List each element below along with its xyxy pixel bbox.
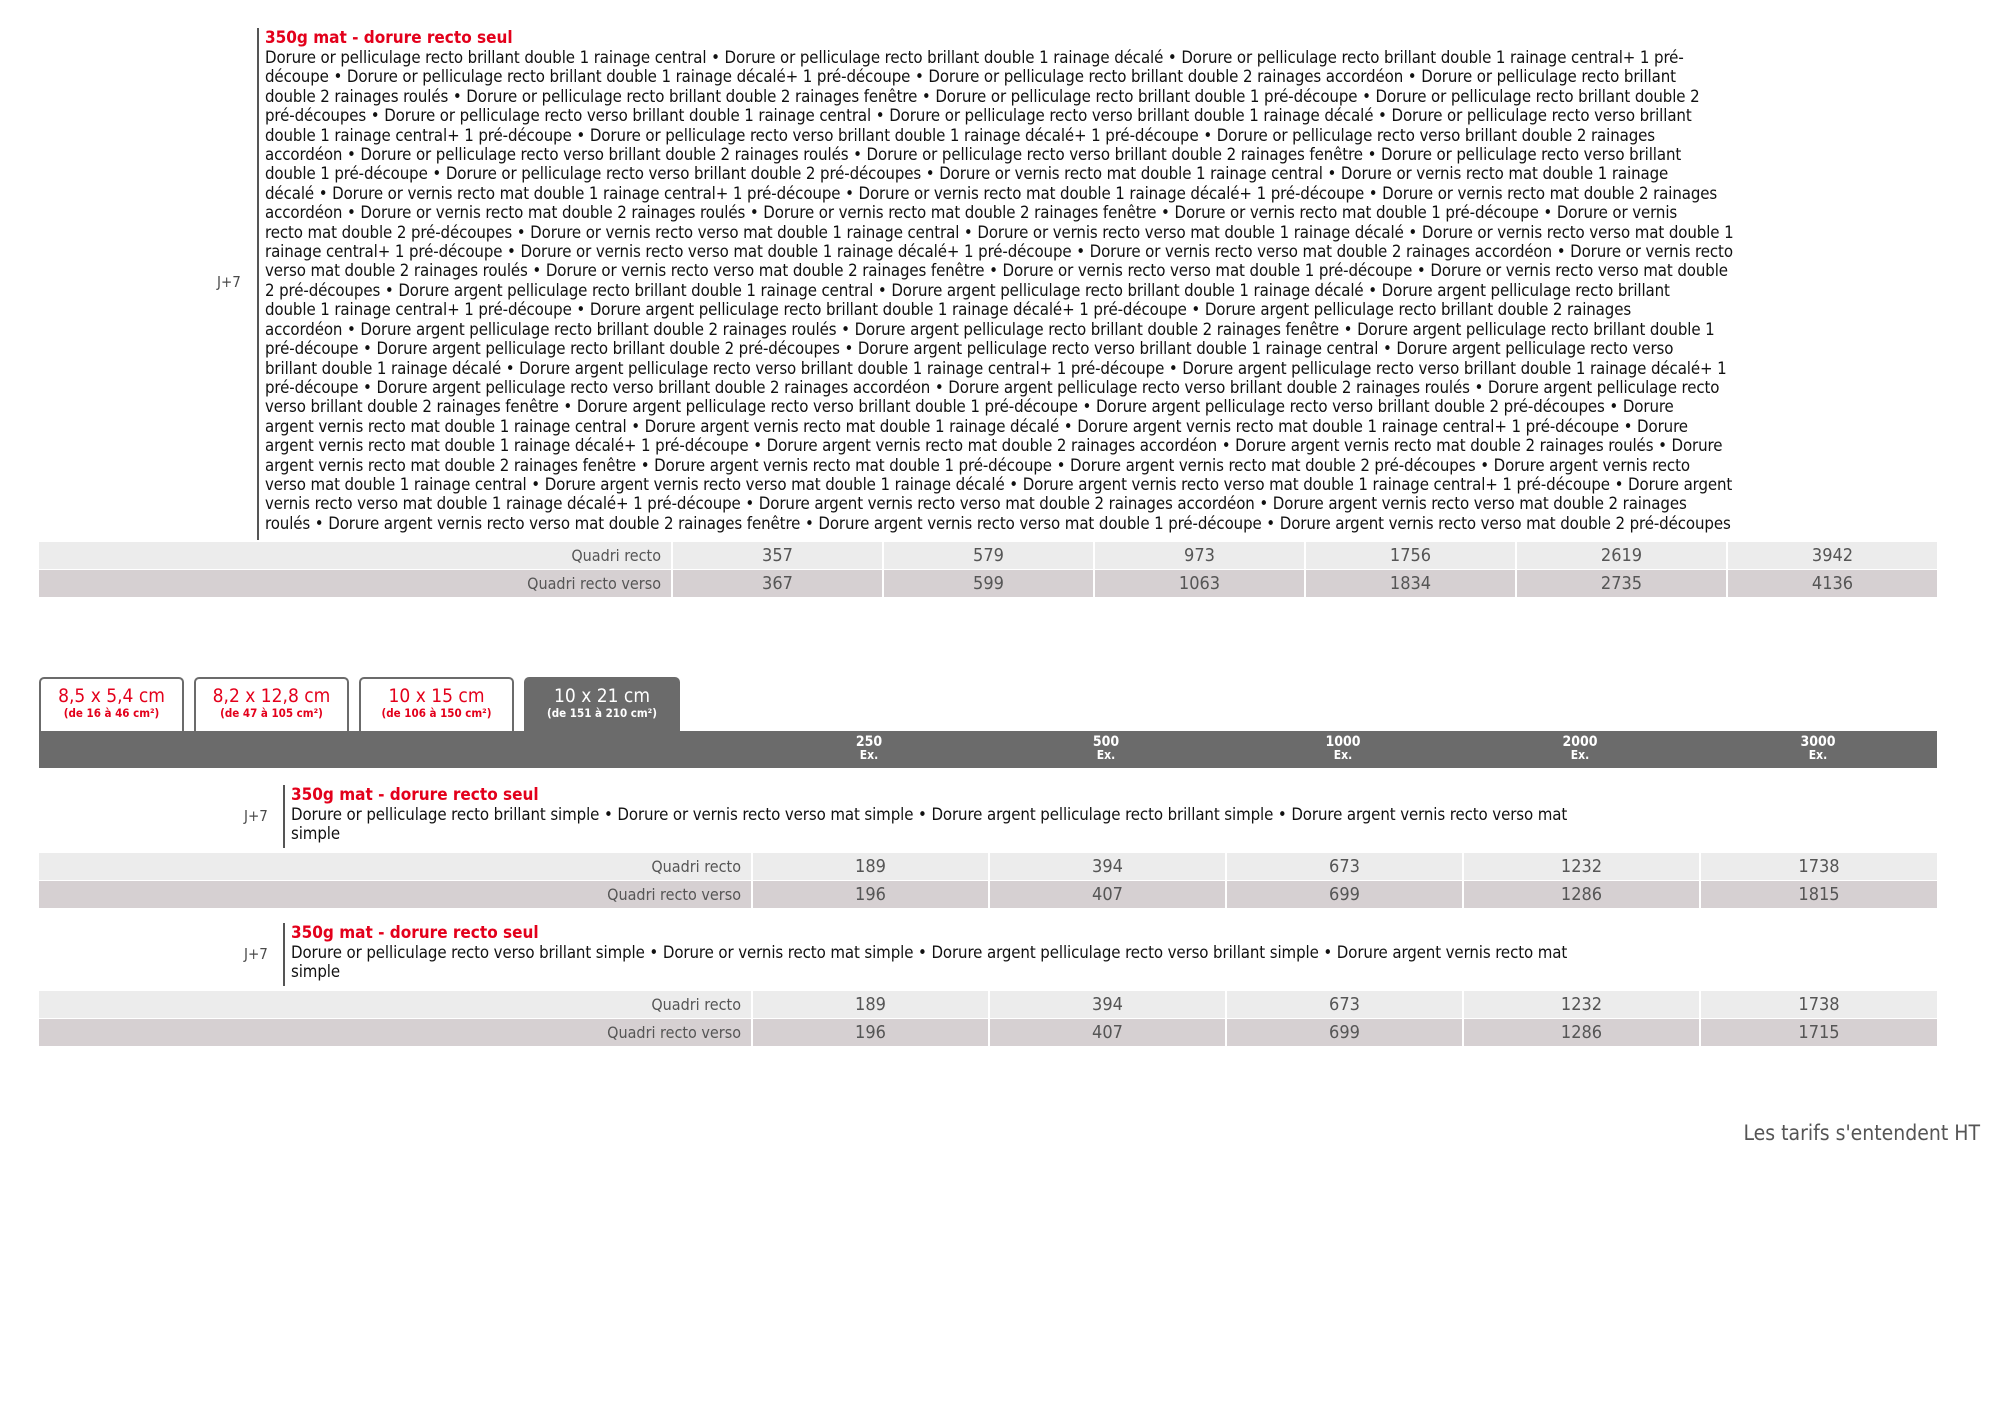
option-line: double 1 pré-découpe • Dorure or pelliculage recto verso brillant double 2 pré-découpes • Dorure or vernis recto mat double 1 rainage central • Dorure or vernis recto mat double 1 rainage: [265, 163, 1669, 184]
price-cell: 579: [882, 542, 1093, 569]
price-cell: 196: [751, 881, 988, 908]
option-line: argent vernis recto mat double 1 rainage central • Dorure argent vernis recto mat double 1 rainage décalé • Dorure argent vernis recto mat double 1 rainage central+ 1 pré-découpe • Dorure: [265, 415, 1688, 436]
price-cell: 699: [1225, 881, 1462, 908]
option-line: simple: [291, 961, 340, 982]
tab-format-8-5x5-4[interactable]: [39, 677, 184, 731]
option-line: verso brillant double 2 rainages fenêtre • Dorure argent pelliculage recto verso brillant double 1 pré-découpe • Dorure argent pelliculage recto verso brillant double 2 pré-découpes • Dorure: [265, 396, 1674, 417]
option-line: argent vernis recto mat double 2 rainages fenêtre • Dorure argent vernis recto mat double 1 pré-découpe • Dorure argent vernis recto mat double 2 pré-découpes • Dorure argent vernis recto: [265, 454, 1690, 475]
quantity-unit: Ex.: [1570, 748, 1590, 762]
option-line: rainage central+ 1 pré-découpe • Dorure or vernis recto verso mat double 1 rainage décalé+ 1 pré-découpe • Dorure or vernis recto verso mat double 2 rainages accordéon • Dorure or vernis recto: [265, 241, 1733, 262]
quantity-value: 3000: [1800, 734, 1836, 750]
price-row-quadri-recto: [39, 991, 1937, 1018]
product-description: [257, 28, 1925, 540]
option-line: décalé • Dorure or vernis recto mat double 1 rainage central+ 1 pré-découpe • Dorure or vernis recto mat double 1 rainage décalé+ 1 pré-découpe • Dorure or vernis recto mat double 2 rainages: [265, 182, 1718, 203]
price-cell: 357: [671, 542, 882, 569]
option-line: accordéon • Dorure or vernis recto mat double 2 rainages roulés • Dorure or vernis recto mat double 2 rainages fenêtre • Dorure or vernis recto mat double 1 pré-découpe • Dorure or vernis: [265, 202, 1678, 223]
tab-size: 10 x 21 cm: [554, 685, 650, 707]
price-row-quadri-recto: [39, 853, 1937, 880]
option-line: Dorure or pelliculage recto verso brillant simple • Dorure or vernis recto mat simple • Dorure argent pelliculage recto verso brillant simple • Dorure argent vernis recto mat: [291, 942, 1568, 962]
option-line: vernis recto verso mat double 1 rainage décalé+ 1 pré-découpe • Dorure argent vernis recto verso mat double 2 rainages accordéon • Dorure argent vernis recto verso mat double 2 rainages: [265, 493, 1687, 514]
price-cell: 2619: [1515, 542, 1726, 569]
option-line: double 1 rainage central+ 1 pré-découpe • Dorure or pelliculage recto verso brillant double 1 rainage décalé+ 1 pré-découpe • Dorure or pelliculage recto verso brillant double 2 rainages: [265, 124, 1656, 145]
price-row-quadri-recto-verso: [39, 881, 1937, 908]
quantity-header: [1046, 735, 1166, 762]
option-line: pré-découpe • Dorure argent pelliculage recto verso brillant double 2 rainages accordéon • Dorure argent pelliculage recto verso brillant double 2 rainages roulés • Dorure argent pelliculage recto: [265, 376, 1720, 397]
price-cell: 973: [1093, 542, 1304, 569]
quantity-value: 250: [855, 734, 883, 750]
tab-range: (de 16 à 46 cm²): [63, 706, 160, 720]
quantity-header: [809, 735, 929, 762]
row-label: Quadri recto verso: [607, 1023, 741, 1042]
price-cell: 1715: [1699, 1019, 1937, 1046]
tab-size: 8,5 x 5,4 cm: [58, 685, 165, 707]
tab-size: 10 x 15 cm: [388, 685, 485, 707]
option-line: double 1 rainage central+ 1 pré-découpe • Dorure argent pelliculage recto brillant double 1 rainage décalé+ 1 pré-découpe • Dorure argent pelliculage recto brillant double 2 rainages: [265, 299, 1632, 320]
quantity-header: [1283, 735, 1403, 762]
price-cell: 1756: [1304, 542, 1515, 569]
price-cell: 673: [1225, 991, 1462, 1018]
option-line: pré-découpe • Dorure argent pelliculage recto brillant double 2 pré-découpes • Dorure argent pelliculage recto verso brillant double 1 rainage central • Dorure argent pelliculage recto verso: [265, 338, 1674, 359]
product-description: [283, 785, 1891, 848]
price-row-quadri-recto-verso: [39, 570, 1937, 597]
price-cell: 1834: [1304, 570, 1515, 597]
option-line: verso mat double 2 rainages roulés • Dorure or vernis recto verso mat double 2 rainages fenêtre • Dorure or vernis recto verso mat double 1 pré-découpe • Dorure or vernis recto verso mat double: [265, 260, 1728, 281]
price-cell: 394: [988, 853, 1225, 880]
option-line: 2 pré-découpes • Dorure argent pelliculage recto brillant double 1 rainage central • Dorure argent pelliculage recto brillant double 1 rainage décalé • Dorure argent pelliculage recto brillant: [265, 279, 1670, 300]
tab-format-8-2x12-8[interactable]: [194, 677, 349, 731]
option-line: accordéon • Dorure argent pelliculage recto brillant double 2 rainages roulés • Dorure argent pelliculage recto brillant double 2 rainages fenêtre • Dorure argent pelliculage recto brillant double 1: [265, 318, 1715, 339]
price-cell: 4136: [1726, 570, 1937, 597]
price-row-quadri-recto: [39, 542, 1937, 569]
quantity-value: 1000: [1325, 734, 1361, 750]
product-block: [39, 923, 1937, 1048]
price-row-quadri-recto-verso: [39, 1019, 1937, 1046]
tab-range: (de 47 à 105 cm²): [220, 706, 323, 720]
price-cell: 1232: [1462, 991, 1699, 1018]
row-label: Quadri recto: [651, 857, 741, 876]
option-line: verso mat double 1 rainage central • Dorure argent vernis recto verso mat double 1 rainage décalé • Dorure argent vernis recto verso mat double 1 rainage central+ 1 pré-découpe • Dorure argent: [265, 473, 1733, 494]
quantity-value: 500: [1092, 734, 1120, 750]
row-label: Quadri recto verso: [527, 574, 661, 593]
product-title: 350g mat - dorure recto seul: [265, 28, 513, 48]
price-cell: 189: [751, 991, 988, 1018]
option-line: argent vernis recto mat double 1 rainage décalé+ 1 pré-découpe • Dorure argent vernis recto mat double 2 rainages accordéon • Dorure argent vernis recto mat double 2 rainages roulés • Dorure: [265, 435, 1723, 456]
quantity-unit: Ex.: [1333, 748, 1353, 762]
quantity-header: [1758, 735, 1878, 762]
option-line: Dorure or pelliculage recto brillant double 1 rainage central • Dorure or pelliculage recto brillant double 1 rainage décalé • Dorure or pelliculage recto brillant double 1 rainage central+ 1 pré-: [265, 47, 1684, 67]
option-line: simple: [291, 823, 340, 844]
price-cell: 3942: [1726, 542, 1937, 569]
quantity-unit: Ex.: [1808, 748, 1828, 762]
tab-range: (de 106 à 150 cm²): [381, 706, 492, 720]
price-cell: 1286: [1462, 881, 1699, 908]
price-cell: 1063: [1093, 570, 1304, 597]
price-cell: 1738: [1699, 991, 1937, 1018]
price-cell: 673: [1225, 853, 1462, 880]
pricing-note: Les tarifs s'entendent HT: [1743, 1121, 1980, 1145]
price-cell: 1738: [1699, 853, 1937, 880]
top-product-block: [39, 28, 1937, 608]
quantity-header-bar: [39, 731, 1937, 768]
price-cell: 1286: [1462, 1019, 1699, 1046]
row-label: Quadri recto verso: [607, 885, 741, 904]
option-line: roulés • Dorure argent vernis recto verso mat double 2 rainages fenêtre • Dorure argent vernis recto verso mat double 1 pré-découpe • Dorure argent vernis recto verso mat double 2 pré-découpes: [265, 512, 1731, 533]
price-cell: 2735: [1515, 570, 1726, 597]
quantity-unit: Ex.: [859, 748, 879, 762]
delivery-delay: J+7: [244, 945, 268, 963]
option-line: pré-découpes • Dorure or pelliculage recto verso brillant double 1 rainage central • Dorure or pelliculage recto verso brillant double 1 rainage décalé • Dorure or pelliculage recto verso brillant: [265, 105, 1692, 126]
quantity-unit: Ex.: [1096, 748, 1116, 762]
option-line: brillant double 1 rainage décalé • Dorure argent pelliculage recto verso brillant double 1 rainage central+ 1 pré-découpe • Dorure argent pelliculage recto verso brillant double 1 rainage décalé+ 1: [265, 357, 1727, 378]
product-description: [283, 923, 1891, 986]
product-title: 350g mat - dorure recto seul: [291, 923, 539, 943]
product-options: [265, 48, 1925, 533]
option-line: découpe • Dorure or pelliculage recto brillant double 1 rainage décalé+ 1 pré-découpe • Dorure or pelliculage recto brillant double 2 rainages accordéon • Dorure or pelliculage recto brillant: [265, 66, 1676, 87]
option-line: double 2 rainages roulés • Dorure or pelliculage recto brillant double 2 rainages fenêtre • Dorure or pelliculage recto brillant double 1 pré-découpe • Dorure or pelliculage recto brillant double 2: [265, 85, 1700, 106]
delivery-delay: J+7: [217, 273, 241, 291]
option-line: recto mat double 2 pré-découpes • Dorure or vernis recto verso mat double 1 rainage central • Dorure or vernis recto verso mat double 1 rainage décalé • Dorure or vernis recto verso mat double 1: [265, 221, 1734, 242]
quantity-header: [1520, 735, 1640, 762]
tab-format-10x21[interactable]: [524, 677, 680, 731]
price-cell: 407: [988, 1019, 1225, 1046]
price-cell: 196: [751, 1019, 988, 1046]
price-cell: 1232: [1462, 853, 1699, 880]
product-title: 350g mat - dorure recto seul: [291, 785, 539, 805]
option-line: Dorure or pelliculage recto brillant simple • Dorure or vernis recto verso mat simple • Dorure argent pelliculage recto brillant simple • Dorure argent vernis recto verso mat: [291, 804, 1568, 824]
price-cell: 407: [988, 881, 1225, 908]
option-line: accordéon • Dorure or pelliculage recto verso brillant double 2 rainages roulés • Dorure or pelliculage recto verso brillant double 2 rainages fenêtre • Dorure or pelliculage recto verso brillant: [265, 144, 1682, 165]
row-label: Quadri recto: [651, 995, 741, 1014]
price-cell: 1815: [1699, 881, 1937, 908]
delivery-delay: J+7: [244, 807, 268, 825]
product-block: [39, 785, 1937, 910]
quantity-value: 2000: [1562, 734, 1598, 750]
product-options: [291, 943, 1891, 982]
tab-range: (de 151 à 210 cm²): [547, 706, 657, 720]
price-cell: 189: [751, 853, 988, 880]
row-label: Quadri recto: [571, 546, 661, 565]
price-cell: 367: [671, 570, 882, 597]
product-options: [291, 805, 1891, 844]
price-cell: 699: [1225, 1019, 1462, 1046]
tab-format-10x15[interactable]: [359, 677, 514, 731]
tab-size: 8,2 x 12,8 cm: [212, 685, 331, 707]
price-cell: 394: [988, 991, 1225, 1018]
price-cell: 599: [882, 570, 1093, 597]
